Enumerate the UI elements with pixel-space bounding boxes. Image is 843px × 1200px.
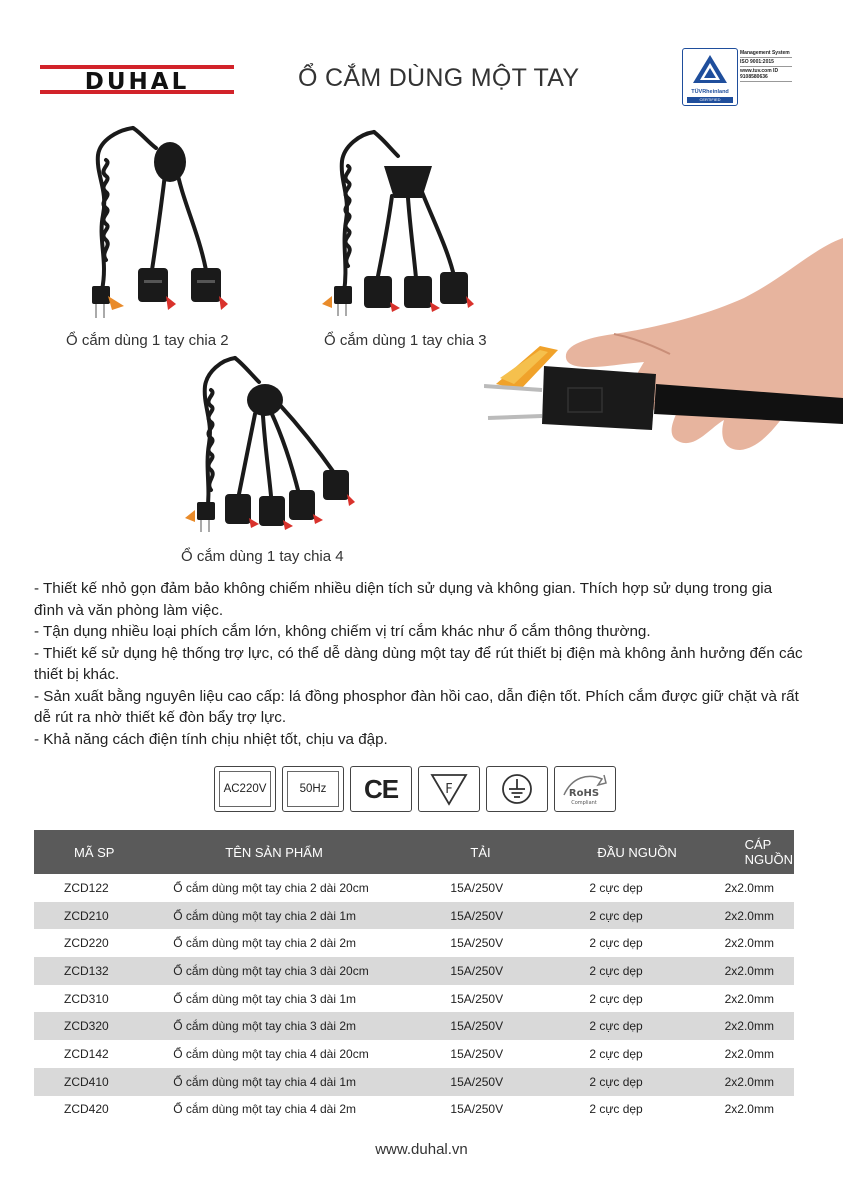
product-image-split-2 — [78, 120, 228, 320]
cell-name: Ổ cắm dùng một tay chia 2 dài 1m — [165, 902, 442, 930]
cell-plug: 2 cực dẹp — [577, 957, 708, 985]
cell-load: 15A/250V — [442, 1068, 577, 1096]
cell-code: ZCD210 — [34, 902, 165, 930]
tuv-brand: TÜVRheinland — [691, 89, 729, 95]
table-row — [34, 1040, 794, 1068]
cell-cable: 2x2.0mm — [724, 1046, 774, 1061]
logo-text: DUHAL — [84, 69, 190, 95]
cell-name: Ổ cắm dùng một tay chia 4 dài 2m — [173, 1102, 357, 1117]
cell-code: ZCD122 — [64, 880, 109, 895]
description-line: - Tận dụng nhiều loại phích cắm lớn, không chiếm vị trí cắm khác như ổ cắm thông thường. — [34, 623, 651, 640]
cell-cable: 2x2.0mm — [724, 1102, 774, 1117]
cell-name: Ổ cắm dùng một tay chia 2 dài 20cm — [173, 880, 369, 895]
product-spec-table — [34, 830, 794, 1123]
cell-load: 15A/250V — [450, 1046, 504, 1061]
description-line: - Khả năng cách điện tính chịu nhiệt tốt, chịu va đập. — [34, 730, 388, 748]
table-row — [34, 929, 794, 957]
product-description — [34, 578, 804, 750]
cell-load: 15A/250V — [442, 957, 577, 985]
frequency-badge — [282, 766, 344, 812]
header-code: MÃ SP — [34, 830, 165, 874]
tuv-triangle-icon — [683, 49, 737, 89]
cell-plug: 2 cực dẹp — [577, 1012, 708, 1040]
cell-code: ZCD220 — [64, 936, 109, 951]
cell-cable: 2x2.0mm — [724, 880, 774, 895]
description-line: - Sản xuất bằng nguyên liệu cao cấp: lá đồng phosphor đàn hồi cao, dẫn điện tốt. Phích cắm được giữ chặt và rất dễ rút ra nhờ thiết kế đòn bẩy trợ lực. — [34, 687, 799, 726]
cell-name: Ổ cắm dùng một tay chia 3 dài 20cm — [165, 957, 442, 985]
cell-plug: 2 cực dẹp — [589, 880, 643, 895]
spec-icons — [214, 766, 616, 812]
cell-code: ZCD142 — [64, 1046, 109, 1061]
cell-name: Ổ cắm dùng một tay chia 4 dài 1m — [165, 1068, 442, 1096]
cell-plug: 2 cực dẹp — [577, 1068, 708, 1096]
cell-code: ZCD320 — [34, 1012, 165, 1040]
cert-line: Management System — [740, 50, 792, 58]
cell-name: Ổ cắm dùng một tay chia 4 dài 20cm — [173, 1046, 369, 1061]
product-image-split-3 — [322, 126, 482, 316]
table-row — [34, 1096, 794, 1124]
page-title: Ổ CẮM DÙNG MỘT TAY — [298, 64, 580, 92]
rohs-sub-label: Compliant — [571, 800, 597, 806]
fire-mark-icon — [418, 766, 480, 812]
voltage-badge — [214, 766, 276, 812]
cell-cable: 2x2.0mm — [709, 957, 794, 985]
footer-website-link[interactable]: www.duhal.vn — [375, 1141, 468, 1158]
cell-load: 15A/250V — [442, 902, 577, 930]
header-cable: CÁP NGUỒN — [709, 830, 794, 874]
cell-name: Ổ cắm dùng một tay chia 2 dài 2m — [173, 936, 357, 951]
cell-name: Ổ cắm dùng một tay chia 3 dài 2m — [165, 1012, 442, 1040]
cell-cable: 2x2.0mm — [724, 991, 774, 1006]
cell-load: 15A/250V — [442, 1012, 577, 1040]
cell-code: ZCD310 — [64, 991, 109, 1006]
table-row — [34, 902, 794, 930]
duhal-logo — [40, 62, 234, 96]
cell-load: 15A/250V — [450, 880, 504, 895]
cell-plug: 2 cực dẹp — [589, 1046, 643, 1061]
cert-line: ISO 9001:2015 — [740, 59, 792, 67]
product-image-split-4 — [185, 354, 360, 534]
cert-details — [740, 50, 792, 83]
frequency-label: 50Hz — [287, 771, 339, 807]
header-plug: ĐẦU NGUỒN — [577, 830, 708, 874]
cell-load: 15A/250V — [450, 991, 504, 1006]
table-row — [34, 957, 794, 985]
table-row — [34, 874, 794, 902]
ground-symbol-icon — [486, 766, 548, 812]
header-name: TÊN SẢN PHẨM — [165, 830, 442, 874]
cell-plug: 2 cực dẹp — [589, 936, 643, 951]
cell-cable: 2x2.0mm — [709, 1068, 794, 1096]
cell-code: ZCD132 — [34, 957, 165, 985]
cell-plug: 2 cực dẹp — [589, 991, 643, 1006]
fire-mark-label: F — [445, 782, 453, 797]
cell-load: 15A/250V — [450, 1102, 504, 1117]
table-header-row — [34, 830, 794, 874]
table-row — [34, 1068, 794, 1096]
cell-code: ZCD420 — [64, 1102, 109, 1117]
tuv-certification-badge — [682, 48, 794, 106]
cell-load: 15A/250V — [450, 936, 504, 951]
hand-holding-plug-image — [484, 228, 843, 478]
cert-line: www.tuv.com ID 9108580636 — [740, 68, 792, 82]
rohs-label: RoHS — [568, 788, 600, 799]
tuv-certified-label: CERTIFIED — [687, 97, 733, 103]
cell-cable: 2x2.0mm — [709, 902, 794, 930]
tuv-logo — [682, 48, 738, 106]
cell-cable: 2x2.0mm — [709, 1012, 794, 1040]
description-line: - Thiết kế nhỏ gọn đảm bảo không chiếm nhiều diện tích sử dụng và không gian. Thích hợp sử dụng trong gia đình và văn phòng làm việc. — [34, 580, 773, 619]
ce-label: CE — [363, 773, 399, 804]
caption-split-3: Ổ cắm dùng 1 tay chia 3 — [324, 332, 487, 349]
caption-split-2: Ổ cắm dùng 1 tay chia 2 — [66, 332, 229, 349]
ce-mark-icon — [350, 766, 412, 812]
cell-plug: 2 cực dẹp — [577, 902, 708, 930]
rohs-icon — [554, 766, 616, 812]
table-row — [34, 985, 794, 1013]
description-line: - Thiết kế sử dụng hệ thống trợ lực, có thể dễ dàng dùng một tay để rút thiết bị điện mà không ảnh hưởng đến các thiết bị khác. — [34, 644, 803, 683]
cell-plug: 2 cực dẹp — [589, 1102, 643, 1117]
caption-split-4: Ổ cắm dùng 1 tay chia 4 — [181, 548, 344, 565]
table-row — [34, 1012, 794, 1040]
cell-code: ZCD410 — [34, 1068, 165, 1096]
cell-cable: 2x2.0mm — [724, 936, 774, 951]
cell-name: Ổ cắm dùng một tay chia 3 dài 1m — [173, 991, 357, 1006]
header-load: TẢI — [442, 830, 577, 874]
voltage-label: AC220V — [219, 771, 271, 807]
